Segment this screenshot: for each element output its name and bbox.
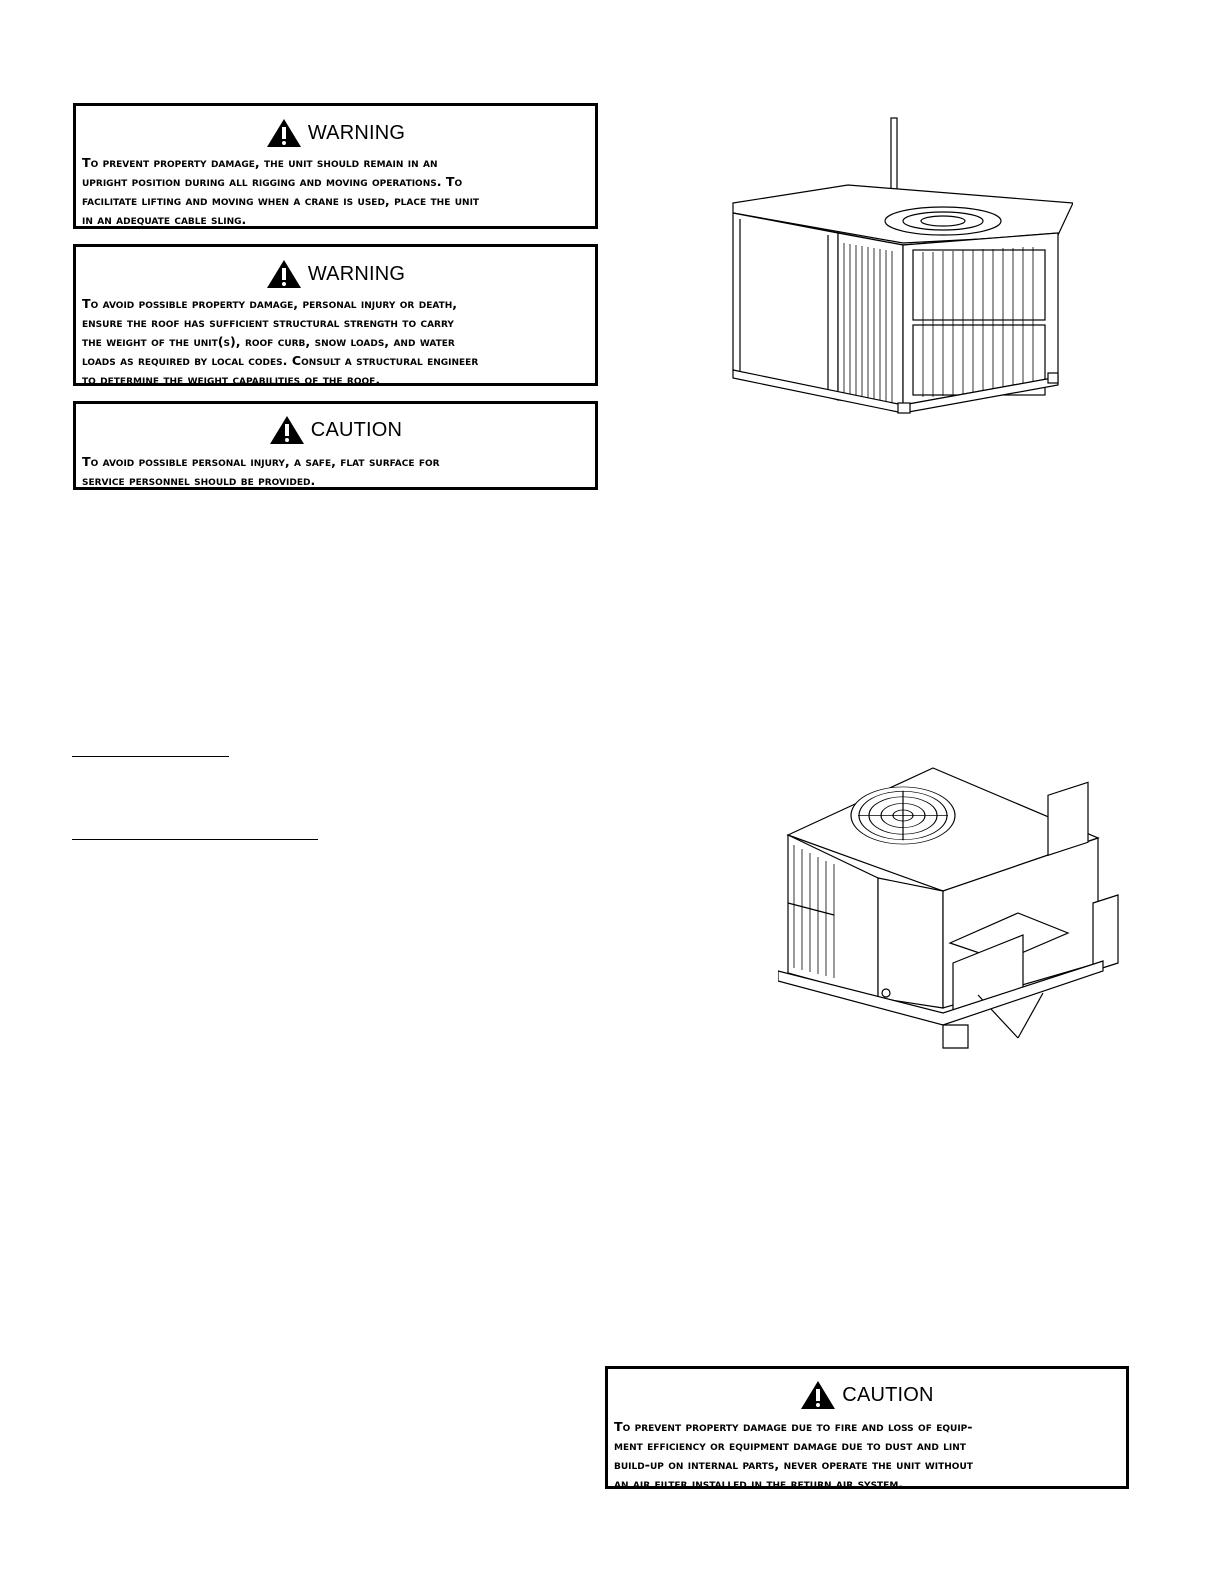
warning-title: WARNING	[307, 121, 406, 144]
text-line: to determine the weight capabilities of the roof.	[82, 372, 381, 387]
text-line: To prevent property damage due to fire and loss of equip-	[614, 1419, 973, 1434]
warning-header	[76, 118, 595, 148]
text-line: facilitate lifting and moving when a crane is used, place the unit	[82, 193, 480, 208]
warning-box-rigging	[73, 103, 598, 229]
caution-header	[608, 1380, 1126, 1410]
text-line: the weight of the unit(s), roof curb, snow loads, and water	[82, 334, 455, 349]
caution-text	[608, 1417, 1126, 1493]
caution-box-service-surface	[73, 401, 598, 490]
text-line: ment efficiency or equipment damage due to dust and lint	[614, 1438, 966, 1453]
caution-text	[76, 452, 595, 490]
caution-box-air-filter	[605, 1366, 1129, 1489]
rooftop-unit-filter-access-illustration	[778, 763, 1128, 1063]
warning-text	[76, 153, 595, 229]
warning-triangle-icon	[266, 259, 302, 289]
caution-triangle-icon	[269, 415, 305, 445]
caution-title: CAUTION	[310, 418, 403, 441]
caution-title: CAUTION	[842, 1383, 934, 1406]
text-line: in an adequate cable sling.	[82, 212, 247, 227]
caution-triangle-icon	[800, 1380, 836, 1410]
text-line: loads as required by local codes. Consult a structural engineer	[82, 353, 479, 368]
text-line: service personnel should be provided.	[82, 473, 316, 488]
text-line: build-up on internal parts, never operate the unit without	[614, 1457, 973, 1472]
warning-triangle-icon	[266, 118, 302, 148]
text-line: upright position during all rigging and moving operations. To	[82, 174, 463, 189]
warning-box-roof-strength	[73, 244, 598, 386]
text-line: To prevent property damage, the unit should remain in an	[82, 155, 438, 170]
text-line: ensure the roof has sufficient structural strength to carry	[82, 315, 454, 330]
warning-header	[76, 259, 595, 289]
warning-text	[76, 294, 595, 389]
warning-title: WARNING	[307, 262, 406, 285]
heading-underline	[72, 839, 318, 840]
text-line: an air filter installed in the return air system.	[614, 1476, 904, 1491]
heading-underline	[72, 756, 229, 757]
caution-header	[76, 415, 595, 445]
rooftop-unit-rigging-illustration	[718, 115, 1073, 420]
text-line: To avoid possible property damage, personal injury or death,	[82, 296, 458, 311]
text-line: To avoid possible personal injury, a safe, flat surface for	[82, 454, 440, 469]
